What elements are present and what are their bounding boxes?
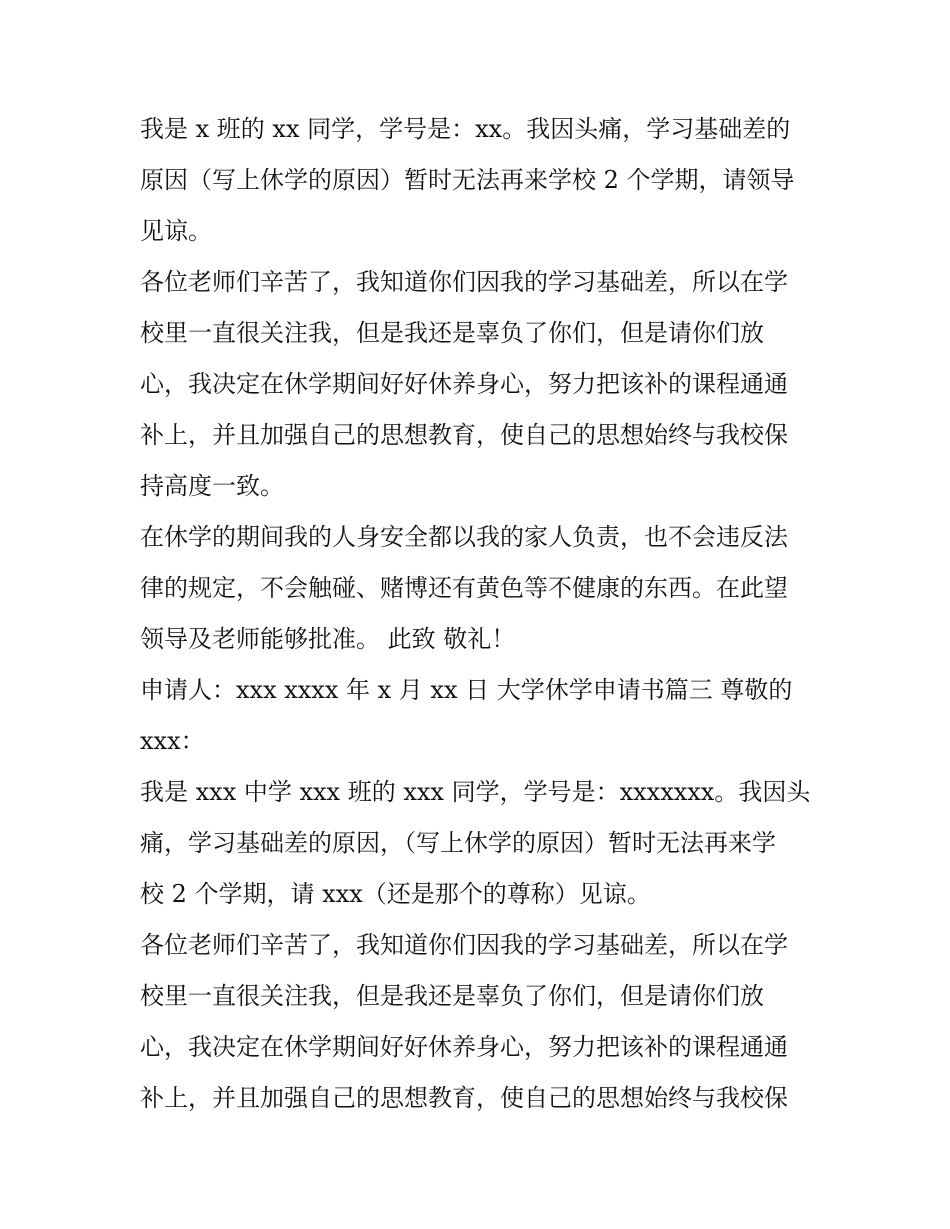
- text-line: 心，我决定在休学期间好好休养身心，努力把该补的课程通通: [140, 1033, 788, 1061]
- text-line: 我是 x 班的 xx 同学，学号是：xx。我因头痛，学习基础差的: [140, 115, 791, 143]
- text-line: 校 2 个学期，请 xxx（还是那个的尊称）见谅。: [140, 880, 651, 908]
- text-line: 申请人：xxx xxxx 年 x 月 xx 日 大学休学申请书篇三 尊敬的: [140, 676, 793, 704]
- text-line: 心，我决定在休学期间好好休养身心，努力把该补的课程通通: [140, 370, 788, 398]
- paragraph-5: [140, 767, 812, 920]
- text-line: 各位老师们辛苦了，我知道你们因我的学习基础差，所以在学: [140, 931, 788, 959]
- paragraph-6: [140, 920, 812, 1124]
- document-body: [140, 104, 812, 1124]
- text-line: 领导及老师能够批准。 此致 敬礼！: [140, 625, 516, 653]
- text-line: xxx：: [140, 727, 205, 755]
- paragraph-2: [140, 257, 812, 512]
- text-line: 我是 xxx 中学 xxx 班的 xxx 同学，学号是：xxxxxxx。我因头: [140, 778, 811, 806]
- text-line: 校里一直很关注我，但是我还是辜负了你们，但是请你们放: [140, 982, 764, 1010]
- text-line: 律的规定，不会触碰、赌博还有黄色等不健康的东西。在此望: [140, 574, 788, 602]
- text-line: 持高度一致。: [140, 472, 284, 500]
- paragraph-1: [140, 104, 812, 257]
- paragraph-4: [140, 665, 812, 767]
- text-line: 原因（写上休学的原因）暂时无法再来学校 2 个学期，请领导: [140, 166, 795, 194]
- text-line: 校里一直很关注我，但是我还是辜负了你们，但是请你们放: [140, 319, 764, 347]
- text-line: 各位老师们辛苦了，我知道你们因我的学习基础差，所以在学: [140, 268, 788, 296]
- text-line: 补上，并且加强自己的思想教育，使自己的思想始终与我校保: [140, 421, 788, 449]
- text-line: 在休学的期间我的人身安全都以我的家人负责，也不会违反法: [140, 523, 788, 551]
- text-line: 痛，学习基础差的原因，（写上休学的原因）暂时无法再来学: [140, 829, 776, 857]
- text-line: 见谅。: [140, 217, 212, 245]
- paragraph-3: [140, 512, 812, 665]
- text-line: 补上，并且加强自己的思想教育，使自己的思想始终与我校保: [140, 1084, 788, 1112]
